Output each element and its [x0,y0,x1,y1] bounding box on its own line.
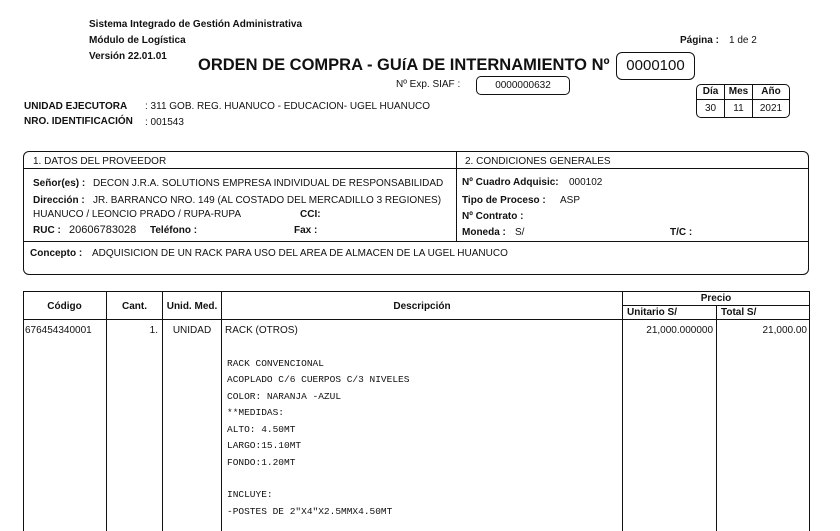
senor-value: DECON J.R.A. SOLUTIONS EMPRESA INDIVIDUAL DE RESPONSABILIDAD [93,178,444,189]
version-label: Versión 22.01.01 [89,51,167,62]
month-value: 11 [733,103,744,114]
day-value: 30 [704,103,717,114]
unid-header: Unid. Med. [166,301,218,312]
telefono-label: Teléfono : [150,225,198,236]
descripcion-header: Descripción [393,301,451,312]
year-value: 2021 [759,103,783,114]
nro-value: : 001543 [145,117,184,128]
concepto-value: ADQUISICION DE UN RACK PARA USO DEL AREA DE ALMACEN DE LA UGEL HUANUCO [92,248,508,259]
row-descripcion: RACK (OTROS) [225,325,298,336]
detail-line: FONDO:1.20MT [227,457,296,468]
detail-line: LARGO:15.10MT [227,440,302,451]
concepto-label: Concepto : [30,248,83,259]
row-cant: 1. [149,325,158,336]
module-name: Módulo de Logística [89,35,186,46]
unidad-value: : 311 GOB. REG. HUANUCO - EDUCACION- UGEL HUANUCO [145,101,431,112]
codigo-header: Código [47,301,82,312]
detail-line: ACOPLADO C/6 CUERPOS C/3 NIVELES [227,374,410,385]
month-header: Mes [728,86,749,97]
cci-label: CCI: [300,209,321,220]
direccion-value: JR. BARRANCO NRO. 149 (AL COSTADO DEL MERCADILLO 3 REGIONES) [93,195,442,206]
senor-label: Señor(es) : [33,178,86,189]
moneda-label: Moneda : [462,227,506,238]
precio-header: Precio [700,293,732,304]
system-name: Sistema Integrado de Gestión Administrativa [89,19,303,30]
date-box [696,84,790,118]
total-header: Total S/ [721,307,757,318]
page-label: Página : [680,35,719,46]
page-value: 1 de 2 [729,35,757,46]
row-unid: UNIDAD [172,325,212,336]
unitario-header: Unitario S/ [627,307,678,318]
ruc-label: RUC : [33,225,61,236]
contrato-label: Nº Contrato : [462,211,524,222]
detail-line: RACK CONVENCIONAL [227,358,324,369]
conditions-section-title: 2. CONDICIONES GENERALES [465,156,611,167]
items-table [23,291,810,531]
document-title: ORDEN DE COMPRA - GUíA DE INTERNAMIENTO Nº [198,56,610,74]
provider-section-title: 1. DATOS DEL PROVEEDOR [33,156,167,167]
ruc-value: 20606783028 [69,224,137,236]
cant-header: Cant. [122,301,147,312]
tipo-value: ASP [560,195,581,206]
order-number: 0000100 [616,52,695,80]
row-codigo: 676454340001 [25,325,92,336]
year-header: Año [761,86,781,97]
direccion-line2: HUANUCO / LEONCIO PRADO / RUPA-RUPA [33,209,241,220]
tipo-label: Tipo de Proceso : [462,195,546,206]
row-unitario: 21,000.000000 [646,325,713,336]
moneda-value: S/ [515,227,525,238]
siaf-label: Nº Exp. SIAF : [396,79,461,90]
detail-line: INCLUYE: [227,489,273,500]
fax-label: Fax : [294,225,318,236]
tc-label: T/C : [670,227,693,238]
provider-conditions-box [23,151,809,275]
row-total: 21,000.00 [762,325,807,336]
detail-line: COLOR: NARANJA -AZUL [227,391,342,402]
detail-line: -POSTES DE 2"X4"X2.5MMX4.50MT [227,506,393,517]
cuadro-value: 000102 [569,177,603,188]
nro-label: NRO. IDENTIFICACIÓN [24,116,133,127]
unidad-label: UNIDAD EJECUTORA [24,101,128,112]
cuadro-label: Nº Cuadro Adquisic: [462,177,559,188]
detail-line: **MEDIDAS: [227,407,285,418]
detail-line: ALTO: 4.50MT [227,424,296,435]
direccion-label: Dirección : [33,195,85,206]
day-header: Día [702,86,719,97]
siaf-value: 0000000632 [476,76,570,95]
